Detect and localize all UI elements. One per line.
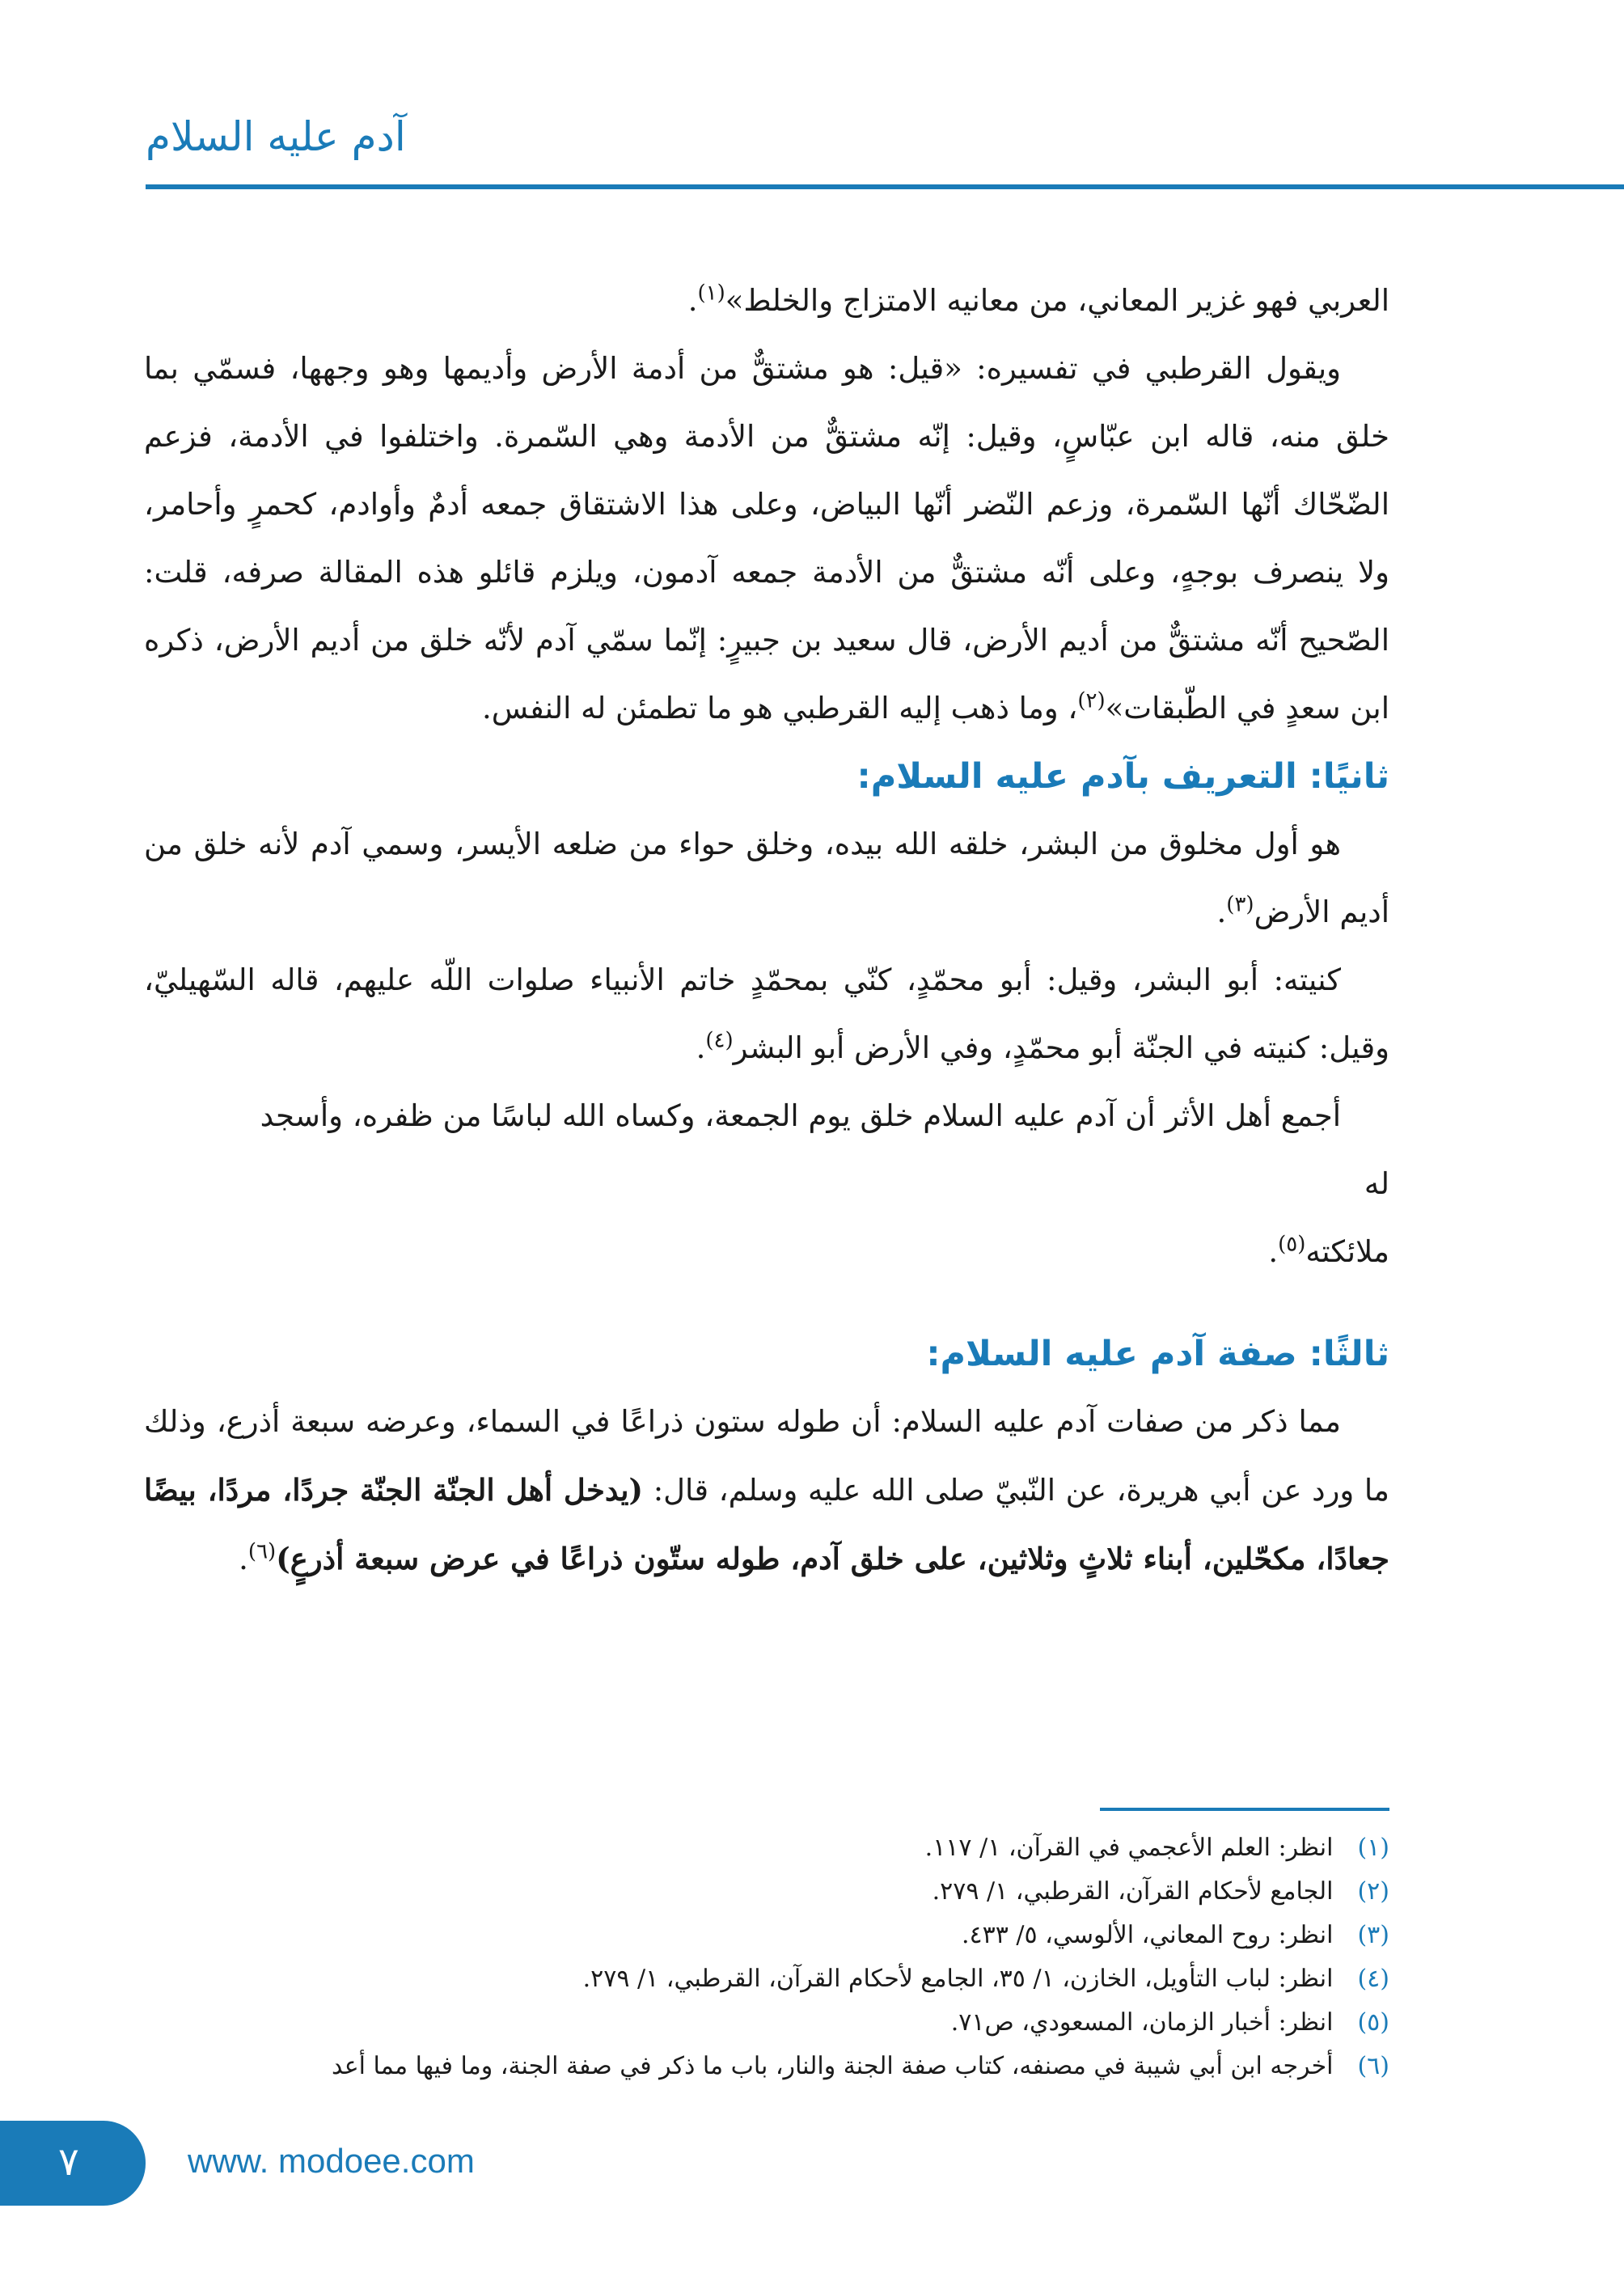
paragraph-6 [144,1388,1389,1593]
paragraph-1 [144,267,1389,335]
footnote-number: (١) [1357,1834,1389,1862]
footnotes-list [121,1826,1389,2088]
paragraph-end: ، وما ذهب إليه القرطبي هو ما تطمئن له النفس. [482,691,1078,726]
footnote-text: انظر: العلم الأعجمي في القرآن، ١/ ١١٧. [924,1834,1334,1862]
paragraph-end: . [687,283,698,318]
footnote-item [121,2001,1389,2045]
footnote-ref-5[interactable]: (٥) [1278,1232,1306,1257]
footnote-ref-6[interactable]: (٦) [247,1539,277,1564]
footnote-number: (٢) [1357,1877,1389,1906]
footnote-text: انظر: لباب التأويل، الخازن، ١/ ٣٥، الجامع لأحكام القرآن، القرطبي، ١/ ٢٧٩. [582,1965,1334,1993]
footnote-item [121,1957,1389,2001]
footnote-ref-4[interactable]: (٤) [705,1028,734,1053]
paragraph-text: مما ذكر من صفات آدم عليه السلام: أن طوله ستون ذراعًا في السماء، وعرضه سبعة أذرع، وذلك ما ورد عن أبي هريرة، عن النّبيّ صلى الله عليه وسلم، قال: [144,1404,1389,1508]
paragraph-text: ملائكته [1305,1234,1389,1269]
footnote-item [121,1826,1389,1870]
footnote-ref-1[interactable]: (١) [697,281,725,306]
paragraph-end: . [239,1542,248,1576]
paragraph-text: كنيته: أبو البشر، وقيل: أبو محمّدٍ، كنّي بمحمّدٍ خاتم الأنبياء صلوات اللّه عليهم، قاله السّهيليّ، وقيل: كنيته في الجنّة أبو محمّدٍ، وفي الأرض أبو البشر [144,962,1389,1065]
footnote-number: (٣) [1357,1921,1389,1949]
paragraph-text: العربي فهو غزير المعاني، من معانيه الامتزاج والخلط» [725,283,1389,318]
site-url-link[interactable]: www. modoee.com [188,2142,475,2180]
paragraph-end: . [696,1030,706,1065]
paragraph-5: أجمع أهل الأثر أن آدم عليه السلام خلق يوم الجمعة، وكساه الله لباسًا من ظفره، وأسجد [260,1098,1341,1133]
paragraph-5-line-3 [144,1218,1389,1286]
footnote-divider [1100,1808,1389,1811]
page-header-title: آدم عليه السلام [146,113,406,160]
footnote-text: انظر: روح المعاني، الألوسي، ٥/ ٤٣٣. [961,1921,1334,1949]
footnote-item [121,2045,1389,2088]
paragraph-end: . [1216,895,1227,929]
footnote-item [121,1914,1389,1957]
header-divider [146,184,1624,189]
paragraph-4 [144,946,1389,1082]
hadith-quote: (يدخل أهل الجنّة الجنّة جردًا، مردًا، بيضًا جعادًا، مكحّلين، أبناء ثلاثٍ وثلاثين، على خلق آدم، طوله ستّون ذراعًا في عرض سبعة أذرعٍ) [144,1472,1389,1576]
section-spacer [144,1286,1389,1320]
footnote-text: انظر: أخبار الزمان، المسعودي، ص٧١. [950,2008,1334,2037]
paragraph-text: هو أول مخلوق من البشر، خلقه الله بيده، وخلق حواء من ضلعه الأيسر، وسمي آدم لأنه خلق من أديم الأرض [144,827,1389,929]
footnote-text: الجامع لأحكام القرآن، القرطبي، ١/ ٢٧٩. [932,1877,1334,1906]
paragraph-end: . [1268,1234,1279,1269]
section-heading-3: ثالثًا: صفة آدم عليه السلام: [926,1334,1389,1374]
footnote-item [121,1870,1389,1914]
footnote-number: (٦) [1357,2052,1389,2080]
paragraph-3 [144,810,1389,946]
footnote-ref-2[interactable]: (٢) [1077,688,1106,713]
paragraph-text: ويقول القرطبي في تفسيره: «قيل: هو مشتقٌّ من أدمة الأرض وأديمها وهو وجهها، فسمّي بما خلق منه، قاله ابن عبّاسٍ، وقيل: إنّه مشتقٌّ من الأدمة وهي السّمرة. واختلفوا في الأدمة، فزعم الضّحّاك أنّها السّمرة، وزعم النّضر أنّها البياض، وعلى هذا الاشتقاق جمعه أدمٌ وأوادم، كحمرٍ وأحامر، ولا ينصرف بوجهٍ، وعلى أنّه مشتقٌّ من الأدمة جمعه آدمون، ويلزم قائلو هذه المقالة صرفه، قلت: الصّحيح أنّه مشتقٌّ من أديم الأرض، قال سعيد بن جبيرٍ: إنّما سمّي آدم لأنّه خلق من أديم الأرض، ذكره ابن سعدٍ في الطّبقات» [144,351,1389,726]
page-number: ٧ [58,2139,79,2185]
paragraph-5-line-2: له [1364,1166,1389,1201]
section-heading-2: ثانيًا: التعريف بآدم عليه السلام: [856,756,1389,797]
main-text [144,267,1389,1593]
footnote-text: أخرجه ابن أبي شيبة في مصنفه، كتاب صفة الجنة والنار، باب ما ذكر في صفة الجنة، وما فيها مما أعد [332,2052,1334,2080]
footnote-ref-3[interactable]: (٣) [1226,892,1254,917]
paragraph-2 [144,335,1389,742]
footnote-number: (٥) [1357,2008,1389,2037]
footnote-number: (٤) [1357,1965,1389,1993]
